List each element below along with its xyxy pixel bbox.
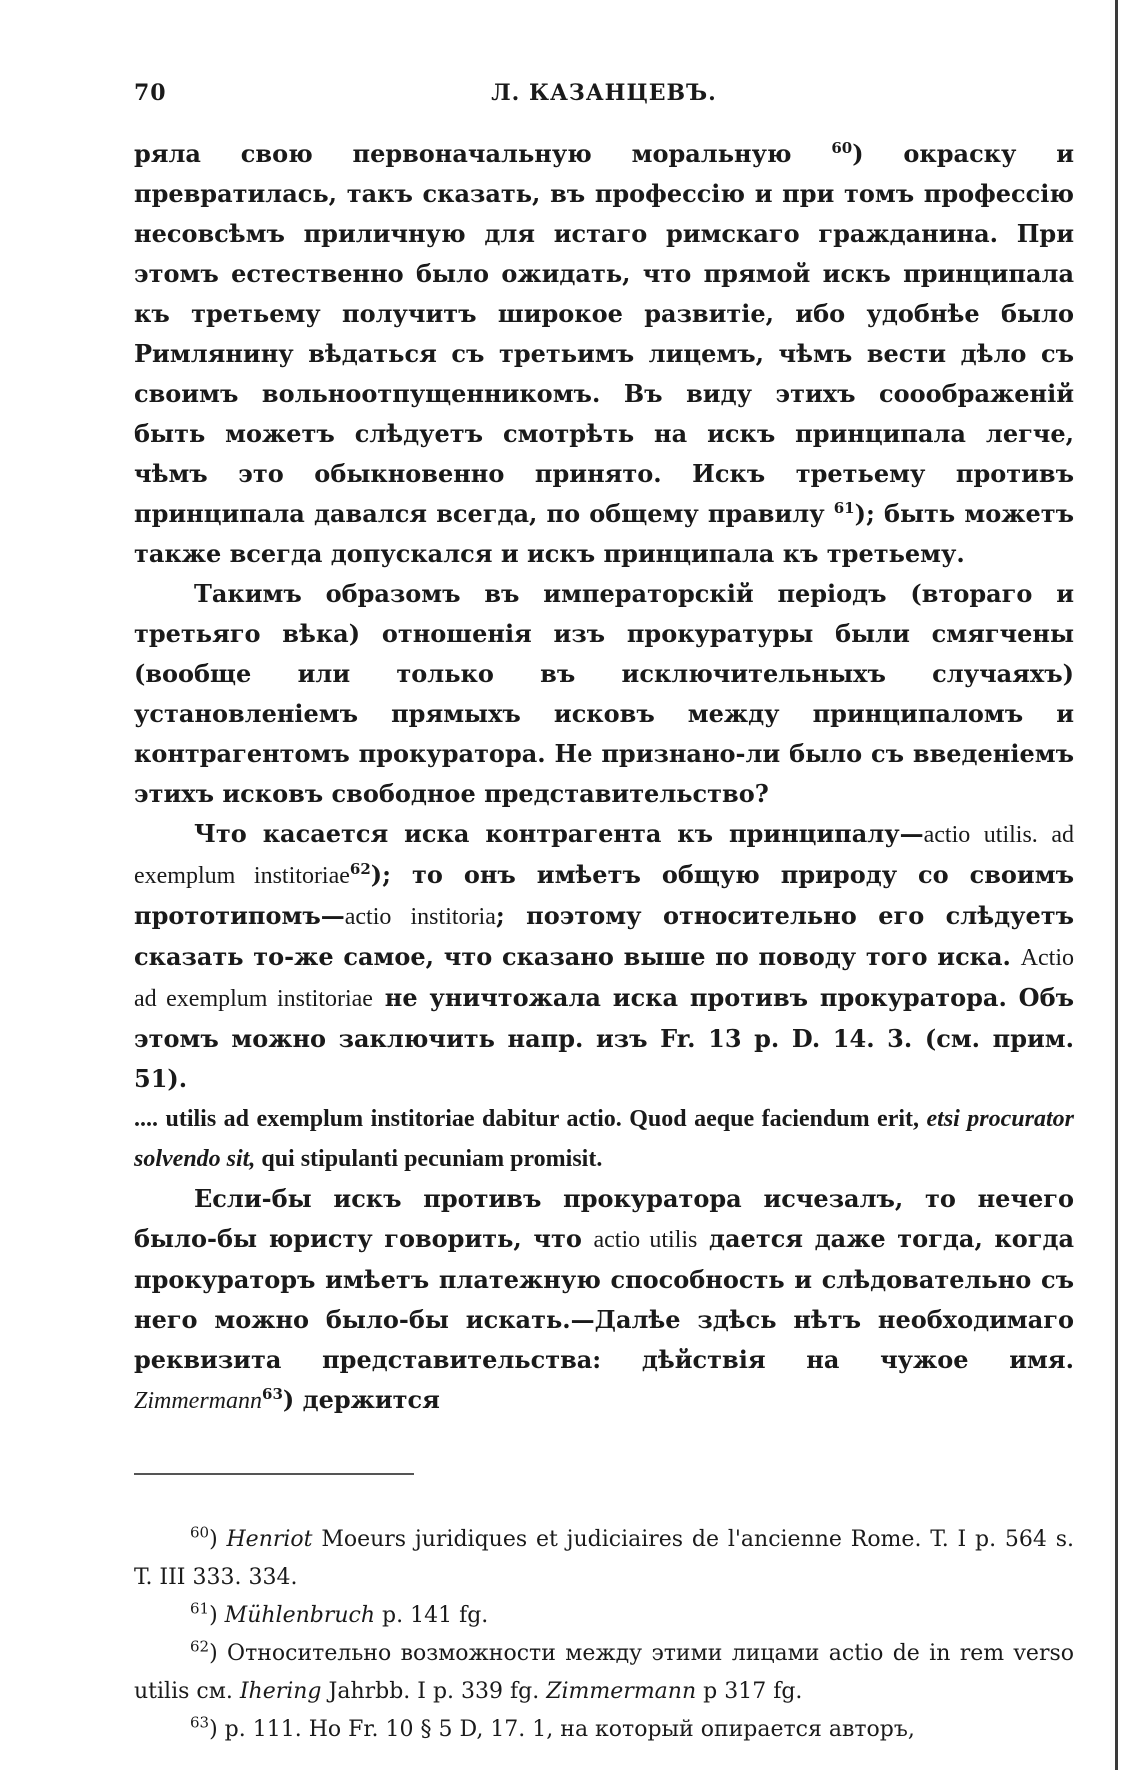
footnote-ref-61: 61	[833, 499, 855, 517]
footnote-ref-60: 60	[831, 139, 853, 157]
p3-latin-2: actio institoria	[344, 904, 496, 930]
p3-text-d: не уничтожала иска противъ прокуратора. Объ этомъ можно заключить напр. изъ Fr. 13 p. D. 14. 3. (см. прим. 51).	[134, 983, 1074, 1093]
quote-text-a: .... utilis ad exemplum institoriae dabitur actio. Quod aeque faciendum erit,	[134, 1106, 927, 1132]
quote-text-b: qui stipulanti pecuniam promisit.	[255, 1146, 603, 1172]
latin-quote	[134, 1099, 1074, 1179]
main-text	[134, 134, 1074, 1421]
fn62-author-1: Ihering	[239, 1679, 322, 1704]
fn62-text-c: p 317 fg.	[696, 1679, 803, 1704]
quote-italic: etsi procurator solvendo sit,	[134, 1106, 1074, 1172]
p4-author: Zimmermann	[134, 1388, 263, 1414]
p4-text-a: Если-бы искъ противъ прокуратора исчезалъ, то нечего было-бы юристу говорить, что	[134, 1184, 1074, 1253]
p3-latin-1: actio utilis. ad exemplum institoriae	[134, 822, 1074, 889]
paragraph-2: Такимъ образомъ въ императорскій періодъ (втораго и третьяго вѣка) отношенія изъ прокуратуры были смягчены (вообще или только въ исключительныхъ случаяхъ) установленіемъ прямыхъ исковъ между принципаломъ и контрагентомъ прокуратора. Не признано-ли было съ введеніемъ этихъ исковъ свободное представительство?	[134, 579, 1074, 808]
fn63-text: p. 111. Но Fr. 10 § 5 D, 17. 1, на который опирается авторъ,	[217, 1717, 915, 1742]
fn60-text: Moeurs juridiques et judiciaires de l'ancienne Rome. T. I p. 564 s. T. III 333. 334.	[134, 1527, 1075, 1590]
fn63-mark: 63	[190, 1713, 210, 1732]
footnote-62: $^{62}$) Относительно возможности между этими лицами actio de in rem verso utilis см. Ihering Jahrbb. I p. 339 fg. Zimmermann p 317 fg.	[134, 1637, 1074, 1704]
page-edge-line	[1115, 0, 1118, 1770]
footnote-63: $^{63}$) p. 111. Но Fr. 10 § 5 D, 17. 1, на который опирается авторъ,	[190, 1713, 915, 1742]
fn62-mark: 62	[190, 1637, 210, 1656]
fn61-text: p. 141 fg.	[375, 1603, 489, 1628]
footnote-ref-62: 62	[349, 860, 371, 878]
p4-latin: actio utilis	[593, 1227, 698, 1253]
footnotes	[134, 1521, 1074, 1749]
footnote-divider	[134, 1473, 414, 1475]
paragraph-4	[134, 1179, 1074, 1421]
p1-text-b: ) окраску и превратилась, такъ сказать, въ профессію и при томъ профессію несовсѣмъ приличную для истаго римскаго гражданина. При этомъ естественно было ожидать, что прямой искъ принципала къ третьему получитъ широкое развитіе, ибо удобнѣе было Римлянину вѣдаться съ третьимъ лицемъ, чѣмъ вести дѣло съ своимъ вольноотпущенникомъ. Въ виду этихъ сооображеній быть можетъ слѣдуетъ смотрѣть на искъ принципала легче, чѣмъ это обыкновенно принято. Искъ третьему противъ принципала давался всегда, по общему правилу	[134, 139, 1074, 528]
p3-text-c: ; поэтому относительно его слѣдуетъ сказать то-же самое, что сказано выше по поводу того иска.	[134, 901, 1074, 971]
fn60-mark: 60	[190, 1523, 210, 1542]
page-number: 70	[134, 80, 167, 106]
fn61-mark: 61	[190, 1599, 210, 1618]
paragraph-3	[134, 814, 1074, 1099]
p1-text-c: ); быть можетъ также всегда допускался и искъ принципала къ третьему.	[134, 499, 1074, 568]
p1-text-a: ряла свою первоначальную моральную	[134, 139, 832, 168]
footnote-ref-63: 63	[262, 1385, 283, 1403]
footnote-60: $^{60}$) Henriot Moeurs juridiques et judiciaires de l'ancienne Rome. T. I p. 564 s. T. III 333. 334.	[134, 1523, 1075, 1590]
p3-text-b: ); то онъ имѣетъ общую природу со своимъ прототипомъ—	[134, 860, 1074, 930]
p4-text-b: дается даже тогда, когда прокураторъ имѣетъ платежную способность и слѣдовательно съ него можно было-бы искать.—Далѣе здѣсь нѣтъ необходимаго реквизита представительства: дѣйствія на чужое имя.	[134, 1224, 1075, 1374]
fn62-author-2: Zimmermann	[546, 1679, 697, 1704]
fn61-author: Mühlenbruch	[224, 1603, 376, 1628]
fn62-text-a: Относительно возможности между этими лицами actio de in rem verso utilis см.	[134, 1641, 1074, 1704]
footnote-61: $^{61}$) Mühlenbruch p. 141 fg.	[190, 1599, 489, 1628]
fn60-author: Henriot	[226, 1527, 313, 1552]
p3-text-a: Что касается иска контрагента къ принципалу—	[194, 819, 924, 848]
page-header	[134, 80, 1074, 120]
book-page	[134, 80, 1074, 1749]
fn62-text-b: Jahrbb. I p. 339 fg.	[321, 1679, 547, 1704]
p4-text-c: ) держится	[282, 1385, 440, 1414]
running-head: Л. КАЗАНЦЕВЪ.	[491, 80, 717, 106]
p3-latin-3: Actio ad exemplum institoriae	[134, 945, 1074, 1012]
paragraph-1	[134, 134, 1074, 574]
